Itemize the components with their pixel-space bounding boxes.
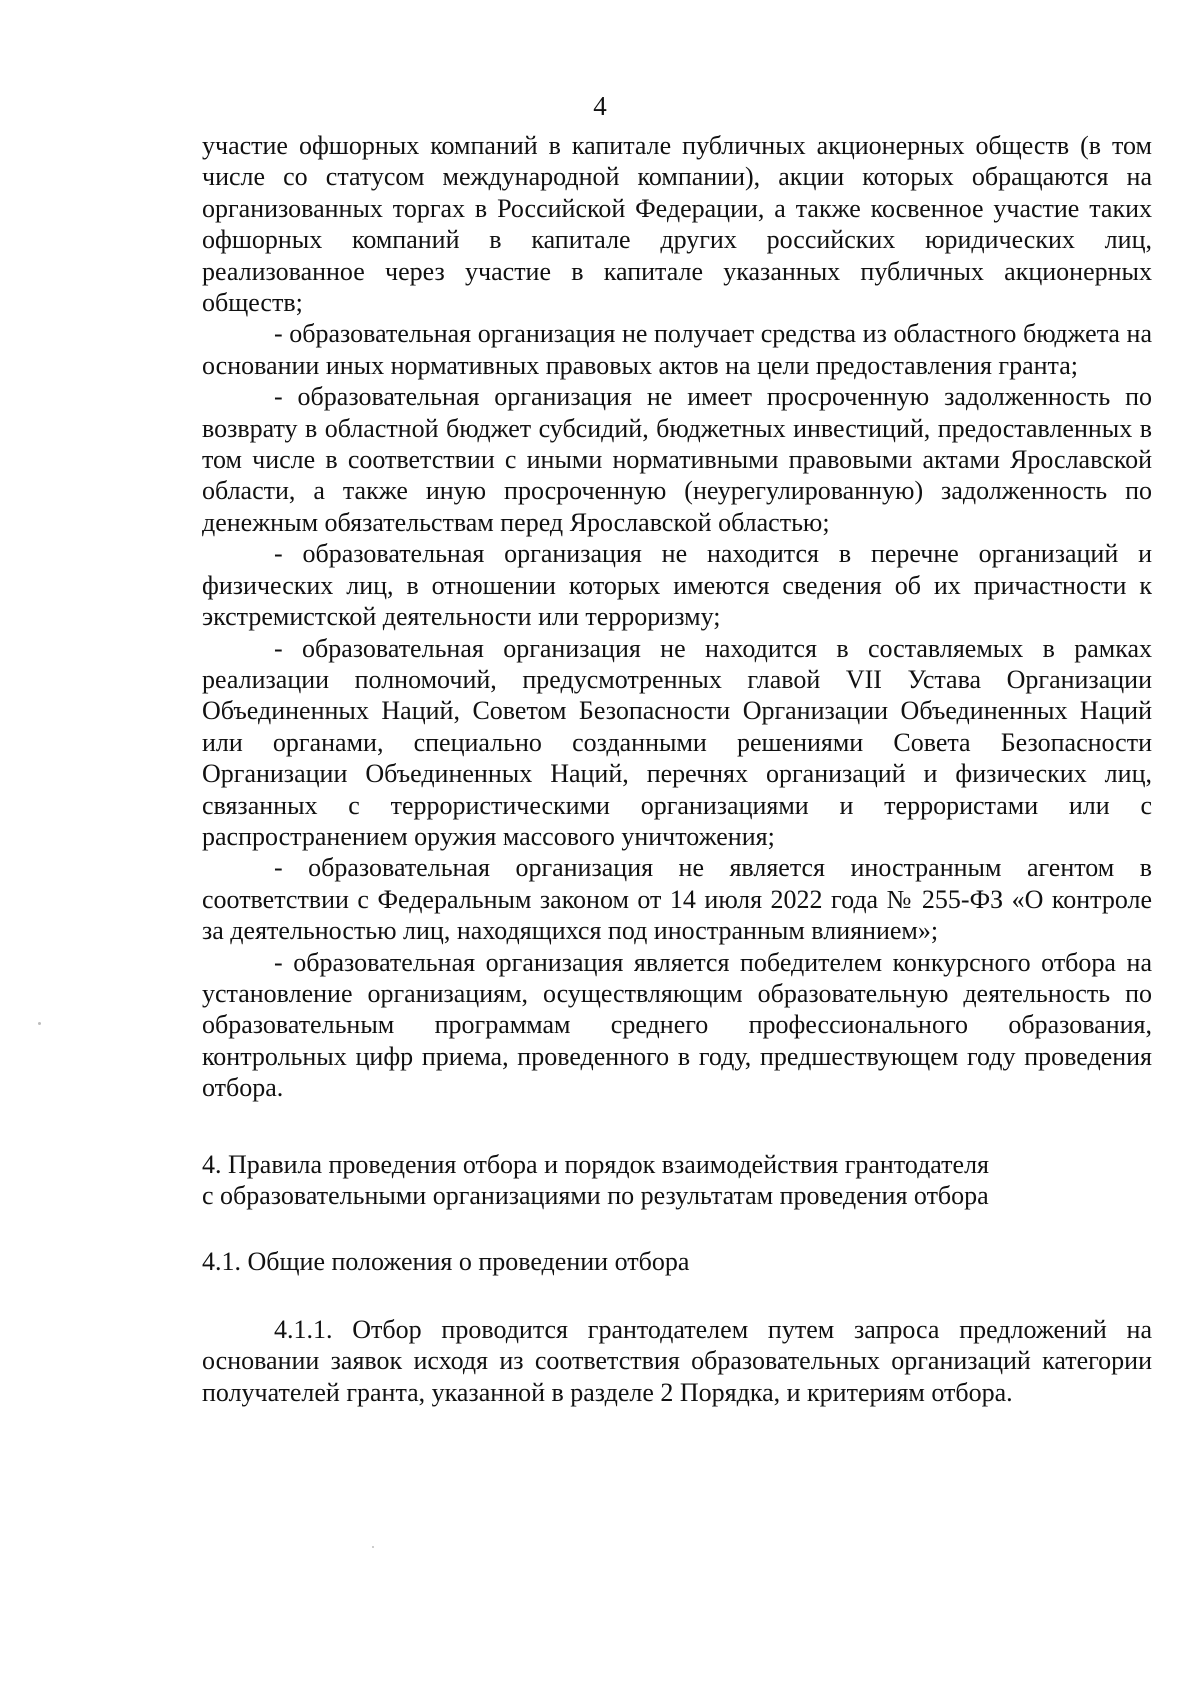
scan-speck (38, 1022, 41, 1025)
paragraph-no-regional-budget-funds: - образовательная организация не получает средства из областного бюджета на основании иных нормативных правовых актов на цели предоставления гранта; (202, 319, 1152, 380)
subsection-heading: 4.1. Общие положения о проведении отбора (202, 1247, 690, 1277)
paragraph-not-in-un-lists: - образовательная организация не находится в составляемых в рамках реализации полномочий, предусмотренных главой VII Устава Организации Объединенных Наций, Советом Безопасности Организации Объединенных Наций или органами, специально созданными решениями Совета Безопасности Организации Объединенных Наций, перечнях организаций и физических лиц, связанных с террористическими организациями и террористами или с распространением оружия массового уничтожения; (202, 633, 1152, 851)
paragraph-offshore-participation: участие офшорных компаний в капитале публичных акционерных обществ (в том числе со статусом международной компании), акции которых обращаются на организованных торгах в Российской Федерации, а также косвенное участие таких офшорных компаний в капитале других российских юридических лиц, реализованное через участие в капитале указанных публичных акционерных обществ; (202, 131, 1152, 318)
section-heading-line-2: с образовательными организациями по результатам проведения отбора (202, 1181, 989, 1210)
section-heading-line-1: 4. Правила проведения отбора и порядок взаимодействия грантодателя (202, 1149, 990, 1179)
paragraph-4-1-1: 4.1.1. Отбор проводится грантодателем путем запроса предложений на основании заявок исходя из соответствия образовательных организаций категории получателей гранта, указанной в разделе 2 Порядка, и критериям отбора. (202, 1314, 1152, 1407)
page-number: 4 (593, 91, 607, 121)
paragraph-competition-winner: - образовательная организация является победителем конкурсного отбора на установление организациям, осуществляющим образовательную деятельность по образовательным программам среднего профессионального образования, контрольных цифр приема, проведенного в году, предшествующем году проведения отбора. (202, 947, 1152, 1103)
scan-speck (372, 1546, 374, 1548)
document-body (202, 130, 1152, 1408)
section-heading (202, 1149, 1152, 1212)
paragraph-no-overdue-debt: - образовательная организация не имеет просроченную задолженность по возврату в областной бюджет субсидий, бюджетных инвестиций, предоставленных в том числе в соответствии с иными нормативными правовыми актами Ярославской области, а также иную просроченную (неурегулированную) задолженность по денежным обязательствам перед Ярославской областью; (202, 382, 1152, 537)
paragraph-not-in-extremism-list: - образовательная организация не находится в перечне организаций и физических лиц, в отношении которых имеются сведения об их причастности к экстремистской деятельности или терроризму; (202, 539, 1152, 632)
paragraph-not-foreign-agent: - образовательная организация не является иностранным агентом в соответствии с Федеральным законом от 14 июля 2022 года № 255-ФЗ «О контроле за деятельностью лиц, находящихся под иностранным влиянием»; (202, 853, 1152, 946)
